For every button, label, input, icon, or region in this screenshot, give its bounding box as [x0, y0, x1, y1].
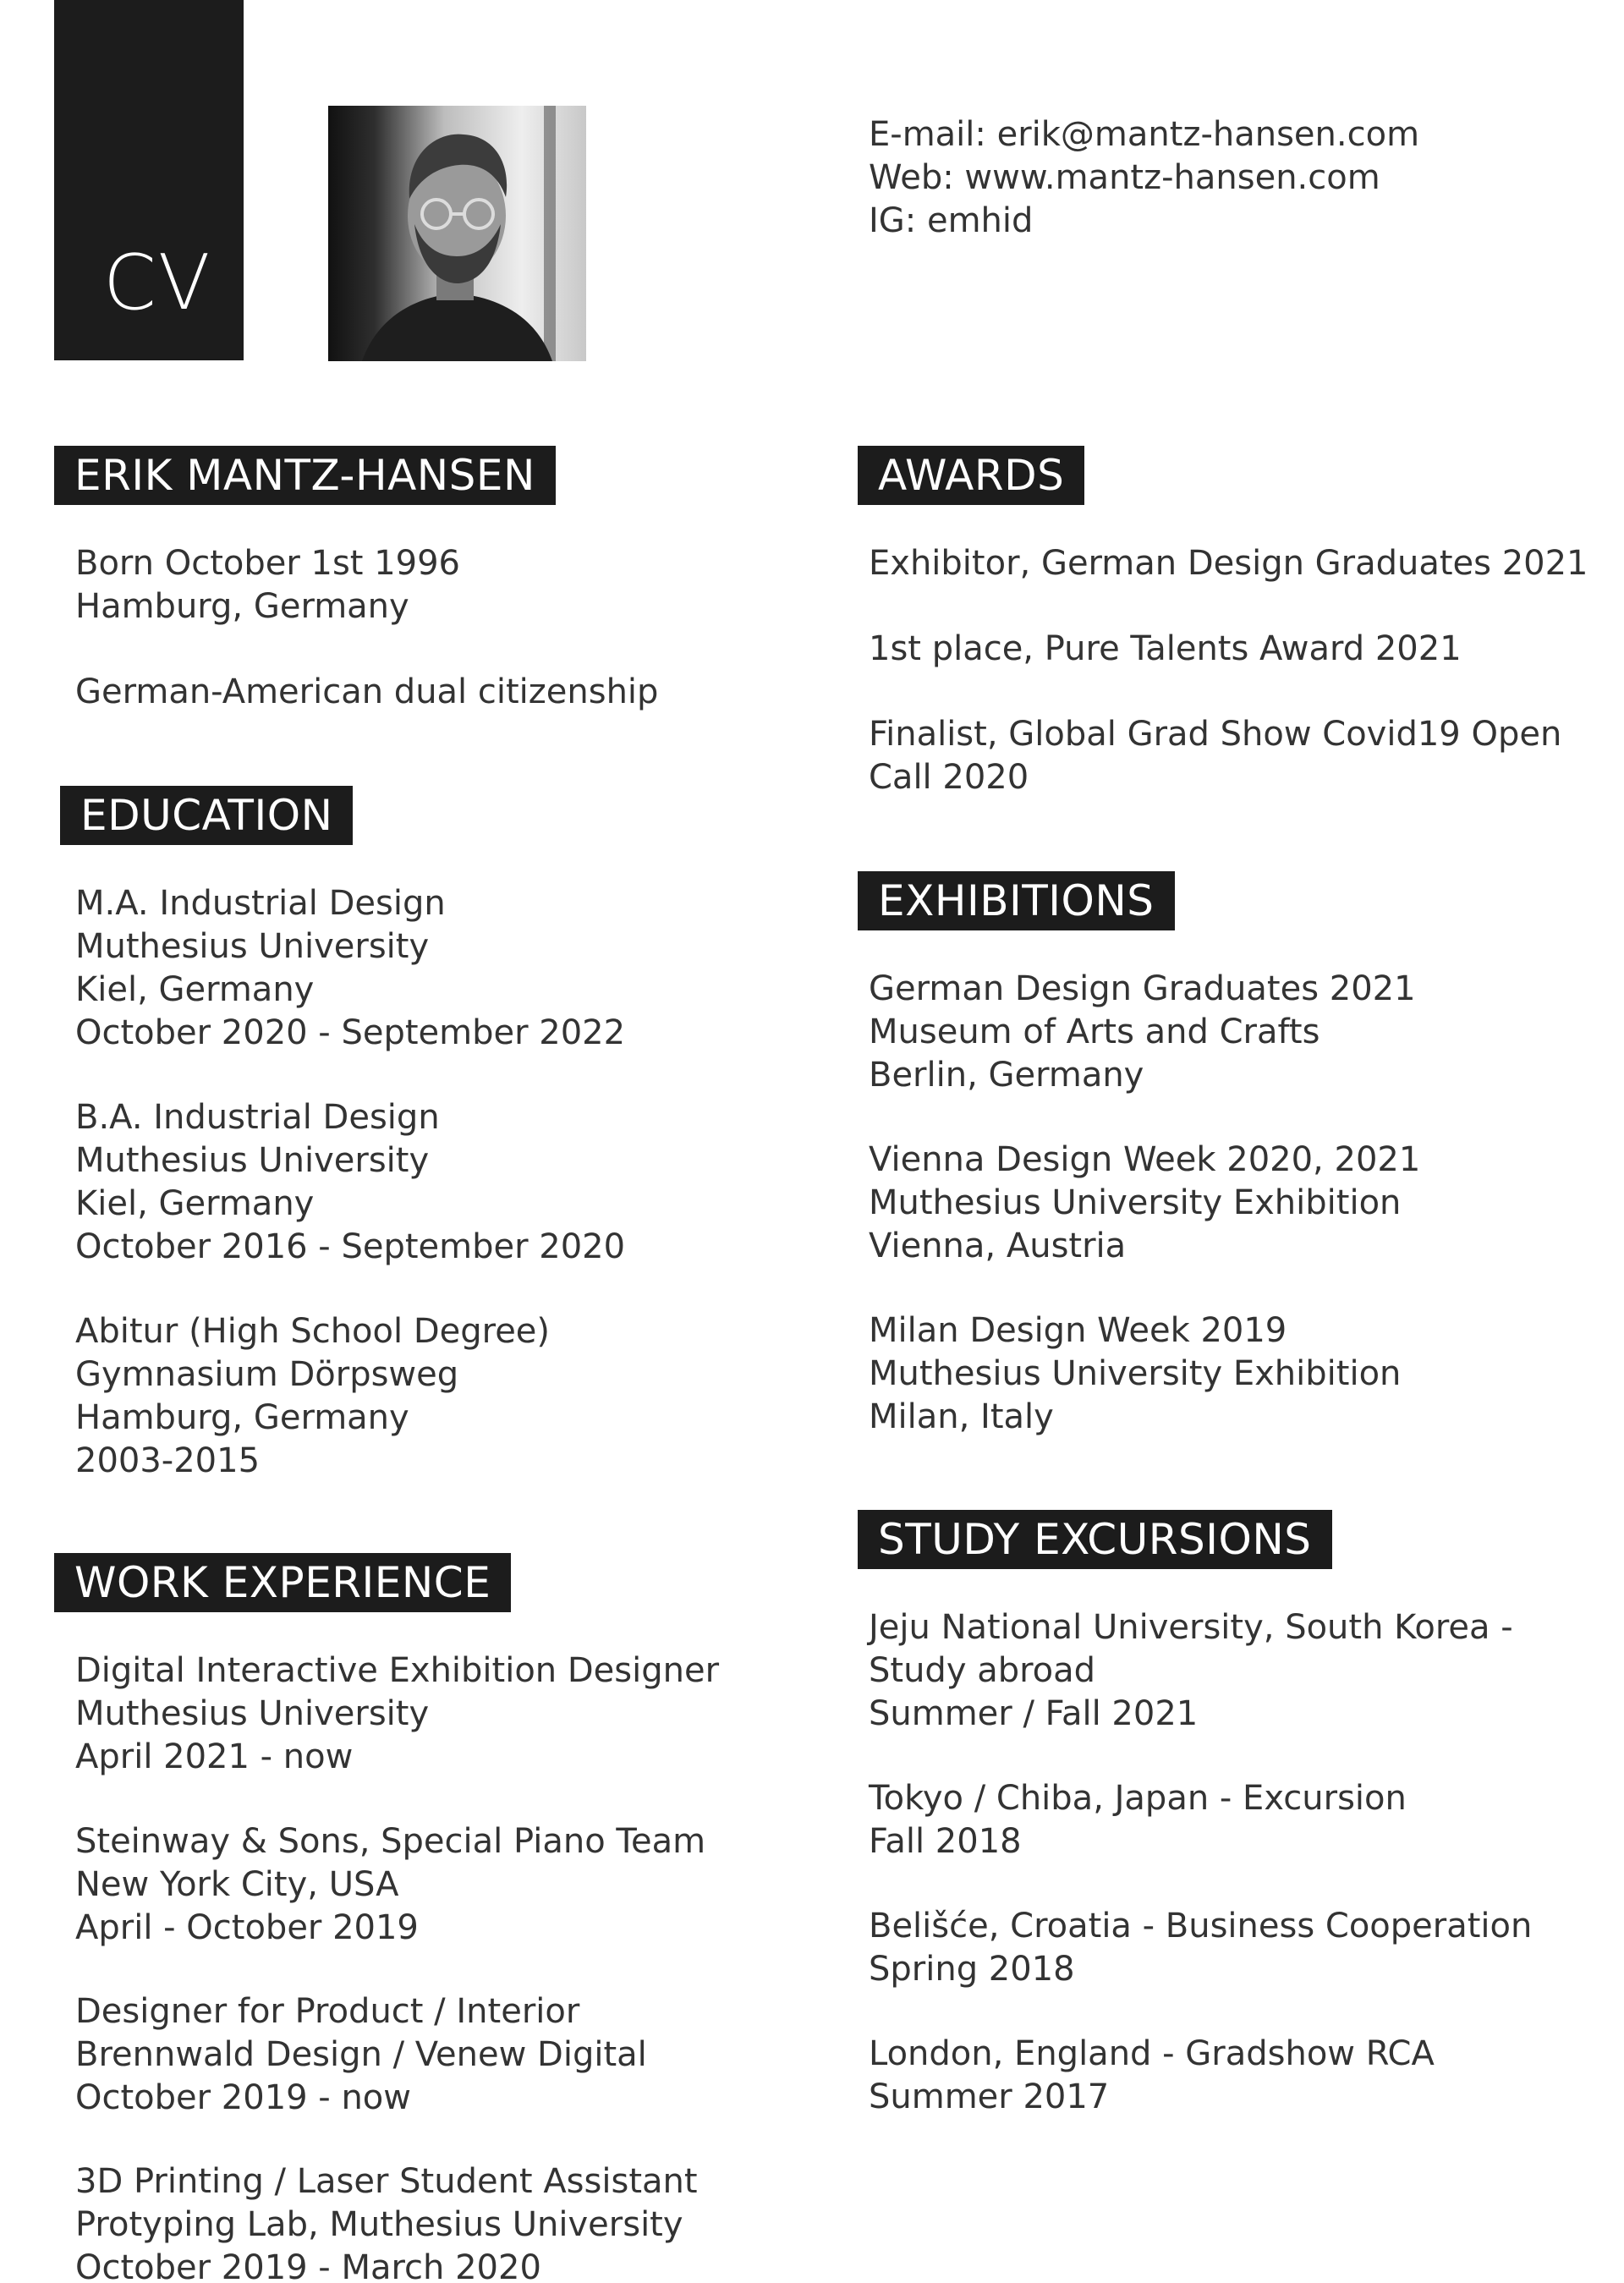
- exhibitions-heading: EXHIBITIONS: [858, 871, 1175, 930]
- exhibition-location: Milan, Italy: [869, 1397, 1054, 1436]
- email-text[interactable]: E-mail: erik@mantz-hansen.com: [869, 115, 1420, 154]
- exhibition-location: Vienna, Austria: [869, 1227, 1127, 1265]
- work-dates: April - October 2019: [75, 1908, 419, 1947]
- exhibition-event: Milan Design Week 2019: [869, 1311, 1287, 1350]
- work-role: 3D Printing / Laser Student Assistant: [75, 2162, 698, 2201]
- excursion-place: Tokyo / Chiba, Japan - Excursion: [869, 1779, 1407, 1818]
- cv-label: CV: [103, 239, 212, 327]
- excursion-entry: [869, 1905, 1605, 1991]
- work-employer: Muthesius University: [75, 1694, 430, 1733]
- contact-info: [869, 113, 1419, 243]
- website-text[interactable]: Web: www.mantz-hansen.com: [869, 158, 1380, 197]
- work-dates: October 2019 - March 2020: [75, 2248, 541, 2283]
- personal-born: [75, 542, 460, 628]
- award-entry: [869, 713, 1605, 799]
- work-entry: [75, 1649, 719, 1779]
- education-dates: October 2016 - September 2020: [75, 1227, 626, 1266]
- exhibition-location: Berlin, Germany: [869, 1056, 1144, 1095]
- excursion-place: London, England - Gradshow RCA: [869, 2034, 1435, 2073]
- excursion-dates: Summer 2017: [869, 2077, 1110, 2116]
- excursion-place: Jeju National University, South Korea - Study abroad: [869, 1608, 1513, 1690]
- exhibition-venue: Muthesius University Exhibition: [869, 1354, 1402, 1393]
- award-entry: [869, 628, 1605, 671]
- excursion-dates: Spring 2018: [869, 1950, 1075, 1989]
- excursion-entry: [869, 1606, 1605, 1736]
- profile-photo: [328, 106, 586, 361]
- education-location: Kiel, Germany: [75, 1184, 315, 1223]
- excursion-dates: Summer / Fall 2021: [869, 1694, 1199, 1733]
- work-role: Designer for Product / Interior: [75, 1992, 580, 2031]
- education-school: Gymnasium Dörpsweg: [75, 1355, 459, 1394]
- award-text: 1st place, Pure Talents Award 2021: [869, 629, 1462, 668]
- exhibition-event: German Design Graduates 2021: [869, 969, 1416, 1008]
- exhibition-entry: [869, 1139, 1605, 1268]
- excursion-place: Belišće, Croatia - Business Cooperation: [869, 1907, 1533, 1945]
- education-school: Muthesius University: [75, 1141, 430, 1180]
- work-role: Digital Interactive Exhibition Designer: [75, 1651, 720, 1690]
- cv-title-block: [54, 0, 244, 360]
- personal-line: Hamburg, Germany: [75, 587, 409, 626]
- study-excursions-heading: STUDY EXCURSIONS: [858, 1510, 1332, 1569]
- exhibition-event: Vienna Design Week 2020, 2021: [869, 1140, 1421, 1179]
- work-entry: [75, 1820, 705, 1950]
- education-location: Hamburg, Germany: [75, 1398, 409, 1437]
- work-dates: October 2019 - now: [75, 2078, 411, 2117]
- award-entry: [869, 542, 1605, 585]
- excursion-entry: [869, 1777, 1605, 1863]
- name-heading: ERIK MANTZ-HANSEN: [54, 446, 556, 505]
- exhibition-entry: [869, 968, 1605, 1097]
- education-location: Kiel, Germany: [75, 970, 315, 1009]
- work-role: Steinway & Sons, Special Piano Team: [75, 1822, 706, 1861]
- personal-citizenship: [75, 671, 658, 714]
- education-heading: EDUCATION: [60, 786, 353, 845]
- work-entry: [75, 1990, 647, 2120]
- exhibition-venue: Muthesius University Exhibition: [869, 1183, 1402, 1222]
- award-text: Exhibitor, German Design Graduates 2021: [869, 544, 1588, 583]
- education-entry: [75, 882, 625, 1055]
- exhibition-entry: [869, 1309, 1605, 1439]
- award-text: Finalist, Global Grad Show Covid19 Open Call 2020: [869, 715, 1562, 797]
- work-dates: April 2021 - now: [75, 1737, 354, 1776]
- education-degree: M.A. Industrial Design: [75, 884, 446, 923]
- education-entry: [75, 1310, 550, 1483]
- work-employer: Brennwald Design / Venew Digital: [75, 2035, 647, 2074]
- personal-line: German-American dual citizenship: [75, 672, 659, 711]
- instagram-text[interactable]: IG: emhid: [869, 201, 1034, 240]
- awards-heading: AWARDS: [858, 446, 1084, 505]
- excursion-dates: Fall 2018: [869, 1822, 1022, 1861]
- work-employer: Protyping Lab, Muthesius University: [75, 2205, 683, 2244]
- excursion-entry: [869, 2033, 1605, 2119]
- personal-line: Born October 1st 1996: [75, 544, 460, 583]
- education-entry: [75, 1096, 625, 1269]
- education-degree: Abitur (High School Degree): [75, 1312, 551, 1351]
- exhibition-venue: Museum of Arts and Crafts: [869, 1013, 1320, 1051]
- work-employer: New York City, USA: [75, 1865, 399, 1904]
- education-dates: 2003-2015: [75, 1441, 261, 1480]
- work-experience-heading: WORK EXPERIENCE: [54, 1553, 511, 1612]
- education-degree: B.A. Industrial Design: [75, 1098, 440, 1137]
- education-school: Muthesius University: [75, 927, 430, 966]
- education-dates: October 2020 - September 2022: [75, 1013, 626, 1052]
- work-entry: [75, 2160, 698, 2283]
